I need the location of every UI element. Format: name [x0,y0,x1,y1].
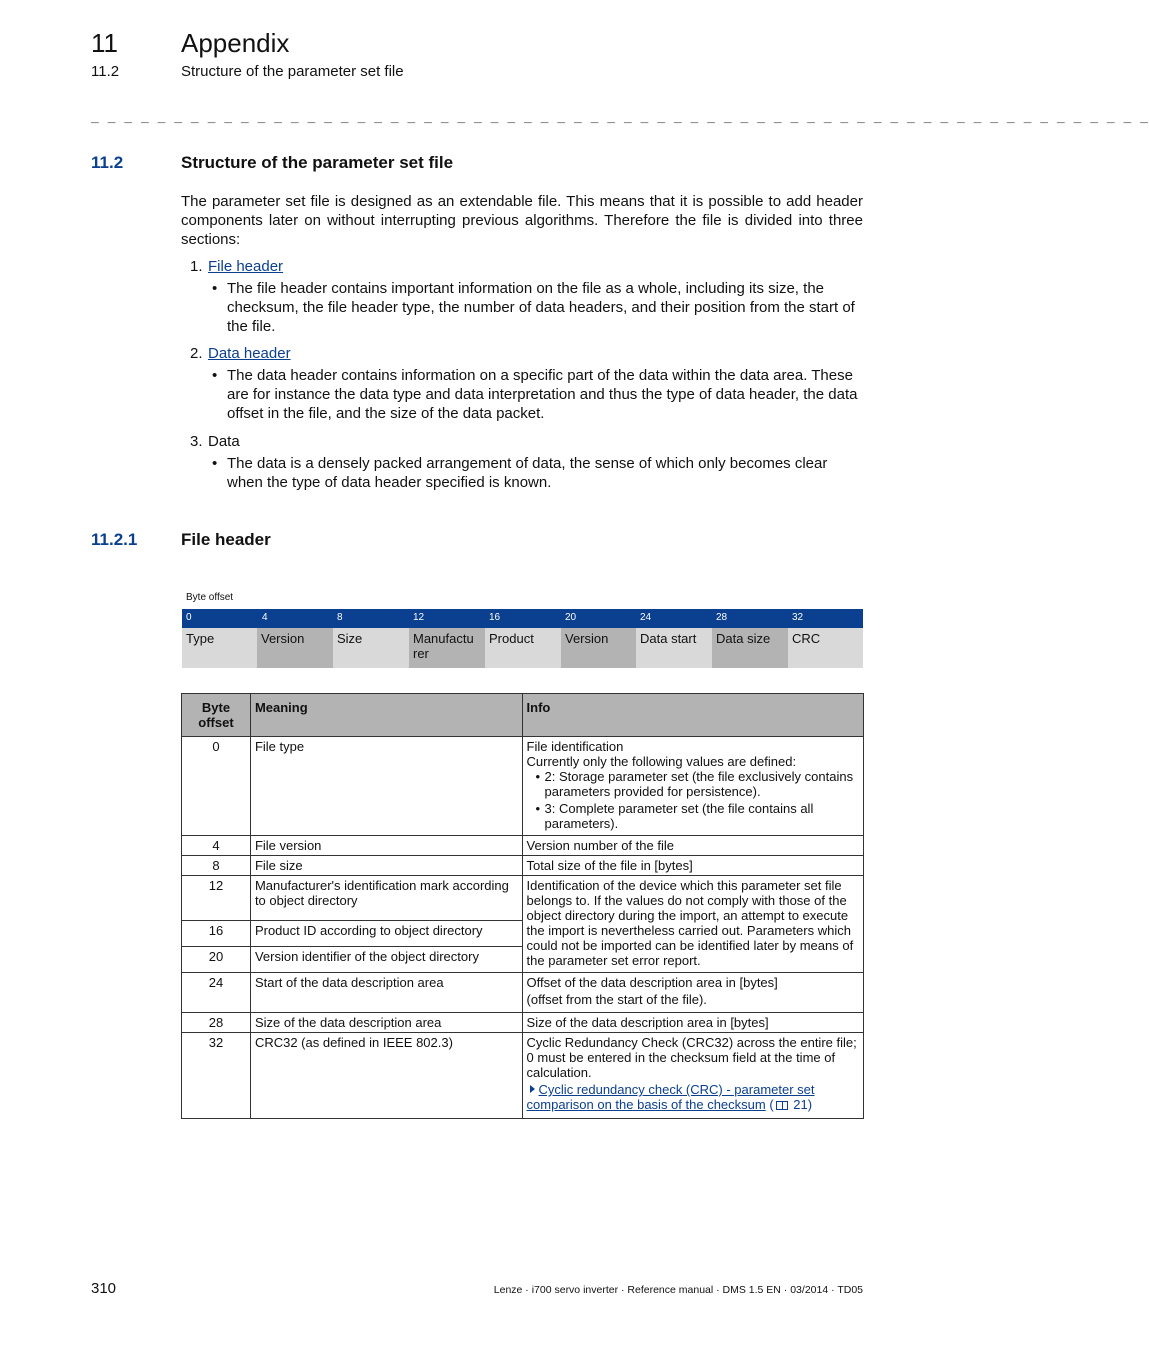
cell-meaning: Manufacturer's identification mark according to object directory [250,876,522,921]
section-title: Structure of the parameter set file [181,153,454,172]
header-divider: _ _ _ _ _ _ _ _ _ _ _ _ _ _ _ _ _ _ _ _ _ _ _ _ _ _ _ _ _ _ _ _ _ _ _ _ _ _ _ _ _ _ _ _ _ _ _ _ _ _ _ _ _ _ _ _ _ _ _ _ _ _ _ _ [91,109,1149,124]
cell-offset: 32 [182,1033,251,1119]
field-version: Version [257,628,333,668]
cell-meaning: File type [250,737,522,836]
col-header-meaning: Meaning [250,694,522,737]
cell-info [522,973,863,1013]
field-version-2: Version [561,628,636,668]
table-row [182,1033,864,1119]
chapter-title: Appendix [181,28,290,58]
cell-meaning: Product ID according to object directory [250,921,522,947]
info-line: File identification [526,739,624,754]
list-item: 3. Data • The data is a densely packed arrangement of data, the sense of which only becomes clear when the type of data header specified is known. [190,433,828,491]
list-item: 2. Data header • The data header contains information on a specific part of the data within the data area. These are for instance the data type and data interpretation and thus the type of data header, the data offset in the file, and the size of the data packet. [190,345,858,422]
info-bullet: • 2: Storage parameter set (the file exclusively contains parameters provided for persistence). [527,769,859,799]
table-row [182,1013,864,1033]
intro-paragraph: The parameter set file is designed as an extendable file. This means that it is possible to add header components later on without interrupting previous algorithms. Therefore the file is divided into three sections: [181,193,863,248]
info-line: Offset of the data description area in [bytes] [526,975,778,990]
cell-offset: 4 [182,836,251,856]
offset-label: 8 [337,612,343,623]
list-number: 3. [190,433,203,450]
offset-label: 28 [716,612,728,623]
table-row [182,876,864,921]
cell-info: Total size of the file in [bytes] [522,856,863,876]
offset-label: 4 [262,612,268,623]
cell-info [522,737,863,836]
cell-offset: 28 [182,1013,251,1033]
list-bullet-text: The file header contains important information on the file as a whole, including its size, the checksum, the file header type, the number of data headers, and their position from the start of the file. [227,280,855,335]
cell-offset: 24 [182,973,251,1013]
file-header-fields [182,628,863,668]
file-header-table [181,693,864,1119]
page-number: 310 [91,1280,117,1297]
chapter-number: 11 [91,28,118,58]
offset-label: 0 [186,612,192,623]
footer-info: Lenze · i700 servo inverter · Reference manual · DMS 1.5 EN · 03/2014 · TD05 [493,1284,863,1296]
offset-label: 16 [489,612,501,623]
cell-offset: 12 [182,876,251,921]
cell-meaning: Size of the data description area [250,1013,522,1033]
offset-label: 24 [640,612,652,623]
section-number: 11.2 [91,153,124,172]
cell-meaning: File version [250,836,522,856]
list-item: 1. File header • The file header contains important information on the file as a whole, including its size, the checksum, the file header type, the number of data headers, and their position from the start of the file. [190,258,855,335]
field-data-size: Data size [712,628,788,668]
list-number: 1. [190,258,203,275]
reference-text[interactable]: Cyclic redundancy check (CRC) - parameter set comparison on the basis of the checksum [526,1082,815,1112]
table-row [182,737,864,836]
cell-info: Version number of the file [522,836,863,856]
arrow-right-icon [530,1085,535,1093]
table-row [182,836,864,856]
field-size: Size [333,628,409,668]
field-crc: CRC [788,628,863,668]
reference-page: 21 [793,1097,808,1112]
header-section-number: 11.2 [91,63,120,80]
subsection-number: 11.2.1 [91,530,138,549]
cell-offset: 0 [182,737,251,836]
subsection-title: File header [181,530,271,549]
table-row [182,856,864,876]
cell-offset: 16 [182,921,251,947]
info-line: (offset from the start of the file). [526,992,707,1007]
list-bullet-text: The data is a densely packed arrangement of data, the sense of which only becomes clear when the type of data header specified is known. [227,455,828,491]
cell-info: Size of the data description area in [bytes] [522,1013,863,1033]
table-row [182,973,864,1013]
info-line: Currently only the following values are defined: [526,754,797,769]
offset-label: 12 [413,612,425,623]
section-list [190,257,863,492]
header-section-title: Structure of the parameter set file [181,63,404,80]
col-header-info: Info [522,694,863,737]
file-header-link[interactable]: File header [208,258,284,275]
list-label: Data [208,433,240,450]
crc-reference-link[interactable]: Cyclic redundancy check (CRC) - parameter set comparison on the basis of the checksum ( 21) [526,1082,815,1112]
field-type: Type [182,628,257,668]
cell-offset: 20 [182,947,251,973]
info-bullet: • 3: Complete parameter set (the file contains all parameters). [527,801,859,831]
list-number: 2. [190,345,203,362]
byte-offset-bar [182,609,863,628]
col-header-byte-offset: Byte offset [182,694,251,737]
cell-info [522,1033,863,1119]
list-bullet-text: The data header contains information on a specific part of the data within the data area. These are for instance the data type and data interpretation and thus the type of data header, the data offset in the file, and the size of the data packet. [227,367,858,422]
table-header-row [182,694,864,737]
field-product: Product [485,628,561,668]
cell-meaning: Version identifier of the object directory [250,947,522,973]
cell-meaning: Start of the data description area [250,973,522,1013]
cell-meaning: CRC32 (as defined in IEEE 802.3) [250,1033,522,1119]
field-manufacturer: Manufactu rer [409,628,485,668]
book-icon [776,1101,788,1110]
cell-meaning: File size [250,856,522,876]
byte-offset-caption: Byte offset [186,592,234,603]
cell-offset: 8 [182,856,251,876]
info-line: Cyclic Redundancy Check (CRC32) across the entire file; 0 must be entered in the checksum field at the time of calculation. [526,1035,857,1080]
data-header-link[interactable]: Data header [208,345,291,362]
cell-info-merged: Identification of the device which this parameter set file belongs to. If the values do not comply with those of the object directory during the import, an attempt to execute the import is nevertheless carried out. Parameters which could not be imported can be identified later by means of the parameter set error report. [522,876,863,973]
field-data-start: Data start [636,628,712,668]
offset-label: 32 [792,612,804,623]
info-bullets [527,769,859,831]
offset-label: 20 [565,612,577,623]
